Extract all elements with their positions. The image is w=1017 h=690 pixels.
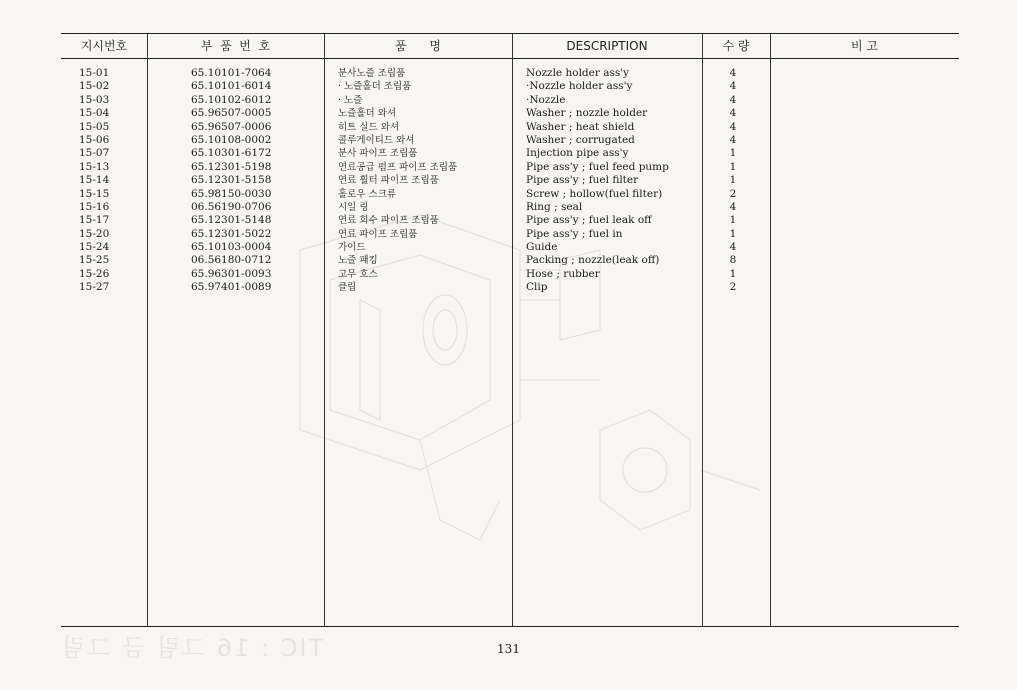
- part-name-cell: 시일 링: [338, 201, 369, 213]
- part-no-cell: 65.97401-0089: [191, 281, 272, 294]
- qty-cell: 1: [729, 160, 737, 173]
- index-no-cell: 15-02: [79, 80, 110, 93]
- qty-cell: 4: [729, 107, 737, 120]
- qty-cell: 4: [729, 80, 737, 93]
- index-no-cell: 15-24: [79, 241, 110, 254]
- qty-cell: 1: [729, 147, 737, 160]
- part-name-cell: 연료 휠터 파이프 조립품: [338, 175, 439, 187]
- footer-bleed-through: TIC : 16 그림 금 그림: [60, 634, 324, 662]
- part-no-cell: 65.10101-6014: [191, 80, 272, 93]
- header-part-no: 부 품 번 호: [200, 39, 271, 53]
- page-number: 131: [497, 642, 520, 656]
- description-cell: Packing ; nozzle(leak off): [526, 254, 660, 267]
- part-no-cell: 65.10101-7064: [191, 67, 272, 79]
- qty-cell: 8: [729, 254, 737, 267]
- qty-cell: 4: [729, 93, 737, 106]
- part-no-cell: 65.10102-6012: [191, 93, 272, 106]
- index-no-cell: 15-15: [79, 187, 110, 200]
- description-cell: Washer ; nozzle holder: [526, 107, 648, 120]
- part-no-cell: 65.10301-6172: [191, 147, 272, 160]
- header-remarks: 비 고: [851, 39, 878, 53]
- index-no-cell: 15-20: [79, 227, 110, 240]
- description-cell: Injection pipe ass'y: [526, 147, 629, 160]
- part-name-cell: 분사노즐 조립품: [338, 68, 406, 79]
- part-no-cell: 06.56180-0712: [191, 254, 272, 267]
- qty-cell: 4: [729, 120, 737, 133]
- index-no-cell: 15-26: [79, 267, 110, 280]
- header-qty: 수 량: [722, 39, 750, 53]
- part-name-cell: 분사 파이프 조립품: [338, 148, 418, 160]
- description-cell: Washer ; heat shield: [526, 120, 635, 133]
- part-no-cell: 65.12301-5148: [191, 214, 272, 227]
- part-name-cell: · 노즐: [338, 94, 363, 106]
- part-name-cell: · 노즐홀더 조립품: [338, 81, 412, 93]
- index-no-cell: 15-04: [79, 107, 110, 120]
- part-no-cell: 65.12301-5198: [191, 160, 272, 173]
- description-cell: Washer ; corrugated: [526, 133, 635, 146]
- description-cell: Pipe ass'y ; fuel filter: [526, 174, 639, 187]
- description-cell: Clip: [526, 281, 548, 294]
- index-no-cell: 15-16: [79, 200, 110, 213]
- description-cell: Pipe ass'y ; fuel leak off: [526, 214, 652, 227]
- description-cell: ·Nozzle holder ass'y: [526, 80, 633, 93]
- qty-cell: 1: [729, 267, 737, 280]
- qty-cell: 4: [729, 241, 737, 254]
- index-no-cell: 15-01: [79, 67, 110, 79]
- part-no-cell: 65.96507-0005: [191, 107, 272, 120]
- part-name-cell: 노즐홀더 와셔: [338, 108, 397, 120]
- parts-table: [61, 33, 959, 627]
- index-no-cell: 15-06: [79, 133, 110, 146]
- table-body: [61, 59, 959, 626]
- part-no-cell: 06.56190-0706: [191, 200, 272, 213]
- qty-cell: 2: [729, 187, 737, 200]
- header-index-no: 지시번호: [80, 39, 128, 53]
- part-no-cell: 65.12301-5022: [191, 227, 272, 240]
- header-part-name: 품 명: [394, 39, 442, 53]
- description-cell: Ring ; seal: [526, 200, 583, 213]
- part-name-cell: 고무 호스: [338, 268, 378, 280]
- part-no-column: [191, 67, 341, 295]
- part-name-cell: 홀로우 스크류: [338, 188, 397, 200]
- description-cell: Guide: [526, 241, 558, 254]
- description-cell: Nozzle holder ass'y: [526, 67, 630, 79]
- qty-cell: 1: [729, 227, 737, 240]
- qty-cell: 1: [729, 214, 737, 227]
- part-name-cell: 콜루게이티드 와셔: [338, 134, 415, 146]
- part-no-cell: 65.10108-0002: [191, 133, 272, 146]
- qty-cell: 4: [729, 133, 737, 146]
- qty-column: [721, 67, 745, 295]
- part-name-cell: 연료 회수 파이프 조립품: [338, 215, 439, 227]
- description-cell: Pipe ass'y ; fuel feed pump: [526, 160, 669, 173]
- part-name-cell: 히트 실드 와셔: [338, 121, 400, 133]
- description-cell: Pipe ass'y ; fuel in: [526, 227, 623, 240]
- index-no-cell: 15-14: [79, 174, 110, 187]
- part-no-cell: 65.96301-0093: [191, 267, 272, 280]
- description-cell: ·Nozzle: [526, 93, 566, 106]
- part-no-cell: 65.98150-0030: [191, 187, 272, 200]
- part-name-column: [338, 67, 518, 295]
- table-header: [61, 34, 959, 59]
- header-description: DESCRIPTION: [566, 39, 648, 53]
- description-cell: Hose ; rubber: [526, 267, 600, 280]
- index-no-cell: 15-17: [79, 214, 110, 227]
- qty-cell: 1: [729, 174, 737, 187]
- qty-cell: 4: [729, 67, 737, 79]
- part-name-cell: 연료공급 펌프 파이프 조립품: [338, 161, 458, 173]
- part-no-cell: 65.96507-0006: [191, 120, 272, 133]
- part-name-cell: 연료 파이프 조립품: [338, 228, 418, 240]
- part-no-cell: 65.12301-5158: [191, 174, 272, 187]
- index-no-cell: 15-13: [79, 160, 110, 173]
- index-no-cell: 15-07: [79, 147, 110, 160]
- part-name-cell: 가이드: [338, 242, 366, 254]
- index-no-cell: 15-27: [79, 281, 110, 294]
- part-no-cell: 65.10103-0004: [191, 241, 272, 254]
- description-column: [526, 67, 706, 295]
- index-no-cell: 15-25: [79, 254, 110, 267]
- part-name-cell: 노즐 패킹: [338, 255, 378, 267]
- index-no-cell: 15-05: [79, 120, 110, 133]
- description-cell: Screw ; hollow(fuel filter): [526, 187, 663, 200]
- index-no-column: [79, 67, 149, 295]
- part-name-cell: 클립: [338, 282, 357, 294]
- index-no-cell: 15-03: [79, 93, 110, 106]
- qty-cell: 4: [729, 200, 737, 213]
- qty-cell: 2: [729, 281, 737, 294]
